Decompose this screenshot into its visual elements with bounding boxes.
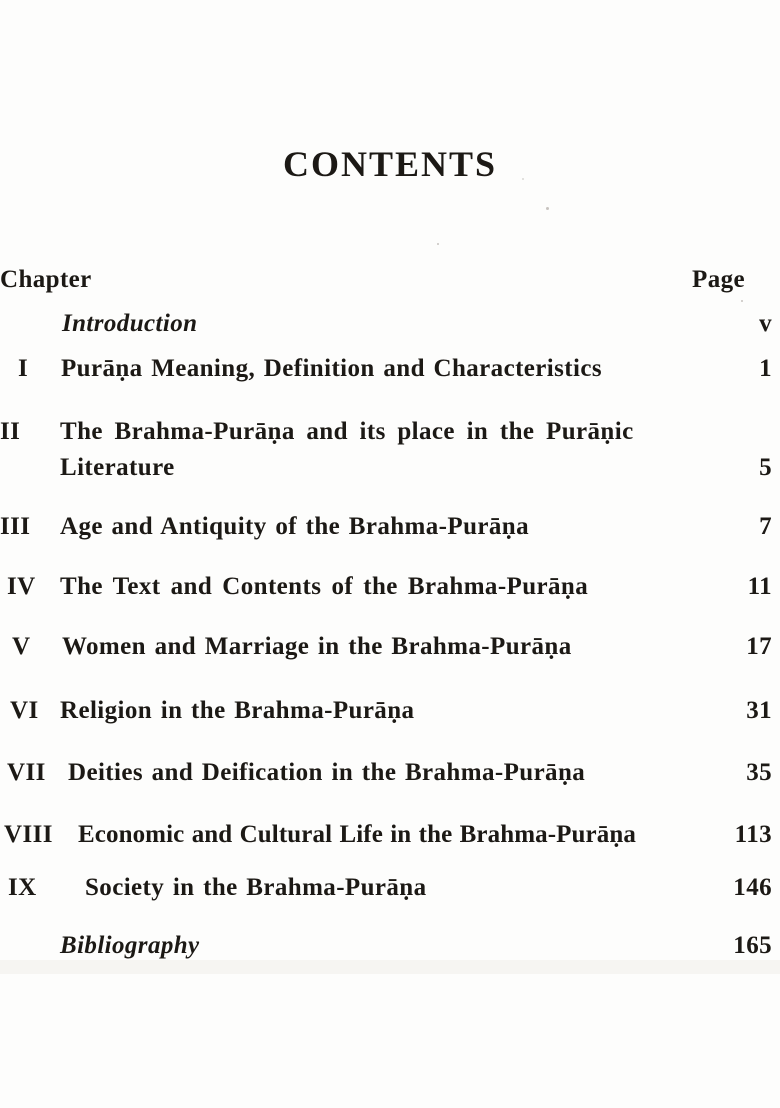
entry-page-number: 11 <box>747 573 772 600</box>
toc-entry-chapter-8 <box>0 819 780 851</box>
toc-column-headers <box>0 264 780 296</box>
entry-title: The Text and Contents of the Brahma-Purāṇa <box>60 573 589 600</box>
entry-title: Religion in the Brahma-Purāṇa <box>60 697 415 724</box>
chapter-numeral: V <box>12 633 31 660</box>
toc-entry-chapter-5 <box>0 631 780 663</box>
entry-title: Age and Antiquity of the Brahma-Purāṇa <box>60 513 529 540</box>
entry-title: Women and Marriage in the Brahma-Purāṇa <box>62 633 572 660</box>
scan-artifact-band <box>0 960 780 974</box>
entry-title: Deities and Deification in the Brahma-Purāṇa <box>68 759 586 786</box>
chapter-numeral: VI <box>10 697 39 724</box>
entry-title: Introduction <box>62 310 198 337</box>
toc-entry-chapter-6 <box>0 695 780 727</box>
entry-page-number: 113 <box>734 821 772 848</box>
entry-title: The Brahma-Purāṇa and its place in the Purāṇic <box>60 418 634 445</box>
entry-page-number: 31 <box>746 697 772 724</box>
entry-page-number: 1 <box>759 355 772 382</box>
chapter-column-label: Chapter <box>0 266 92 293</box>
page-column-label: Page <box>692 266 745 293</box>
toc-entry-chapter-4 <box>0 571 780 603</box>
entry-title: Economic and Cultural Life in the Brahma-Purāṇa <box>78 821 636 848</box>
entry-page-number: 165 <box>733 932 772 959</box>
chapter-numeral: IV <box>7 573 36 600</box>
entry-title: Purāṇa Meaning, Definition and Characteristics <box>61 355 602 382</box>
chapter-numeral: VII <box>7 759 46 786</box>
entry-page-number: 146 <box>733 874 772 901</box>
toc-entry-chapter-1 <box>0 353 780 385</box>
toc-entry-chapter-2-line2 <box>0 452 780 484</box>
scan-speck <box>546 207 549 210</box>
chapter-numeral: I <box>18 355 29 382</box>
entry-page-number: 35 <box>746 759 772 786</box>
toc-entry-chapter-3 <box>0 511 780 543</box>
entry-page-number: 17 <box>746 633 772 660</box>
entry-title: Bibliography <box>60 932 200 959</box>
entry-page-number: 5 <box>759 454 772 481</box>
entry-page-number: 7 <box>759 513 772 540</box>
entry-title: Society in the Brahma-Purāṇa <box>85 874 427 901</box>
toc-entry-chapter-2-line1 <box>0 416 780 448</box>
chapter-numeral: VIII <box>4 821 53 848</box>
toc-entry-introduction <box>0 308 780 340</box>
chapter-numeral: III <box>0 513 31 540</box>
scan-speck <box>741 300 743 302</box>
page-title: CONTENTS <box>282 144 498 184</box>
chapter-numeral: IX <box>8 874 37 901</box>
toc-entry-chapter-9 <box>0 872 780 904</box>
entry-page-number: v <box>759 310 772 337</box>
entry-title-continued: Literature <box>60 454 175 481</box>
chapter-numeral: II <box>0 418 21 445</box>
scan-speck <box>522 178 524 180</box>
scan-speck <box>437 243 439 245</box>
toc-entry-chapter-7 <box>0 757 780 789</box>
toc-entry-bibliography <box>0 930 780 962</box>
